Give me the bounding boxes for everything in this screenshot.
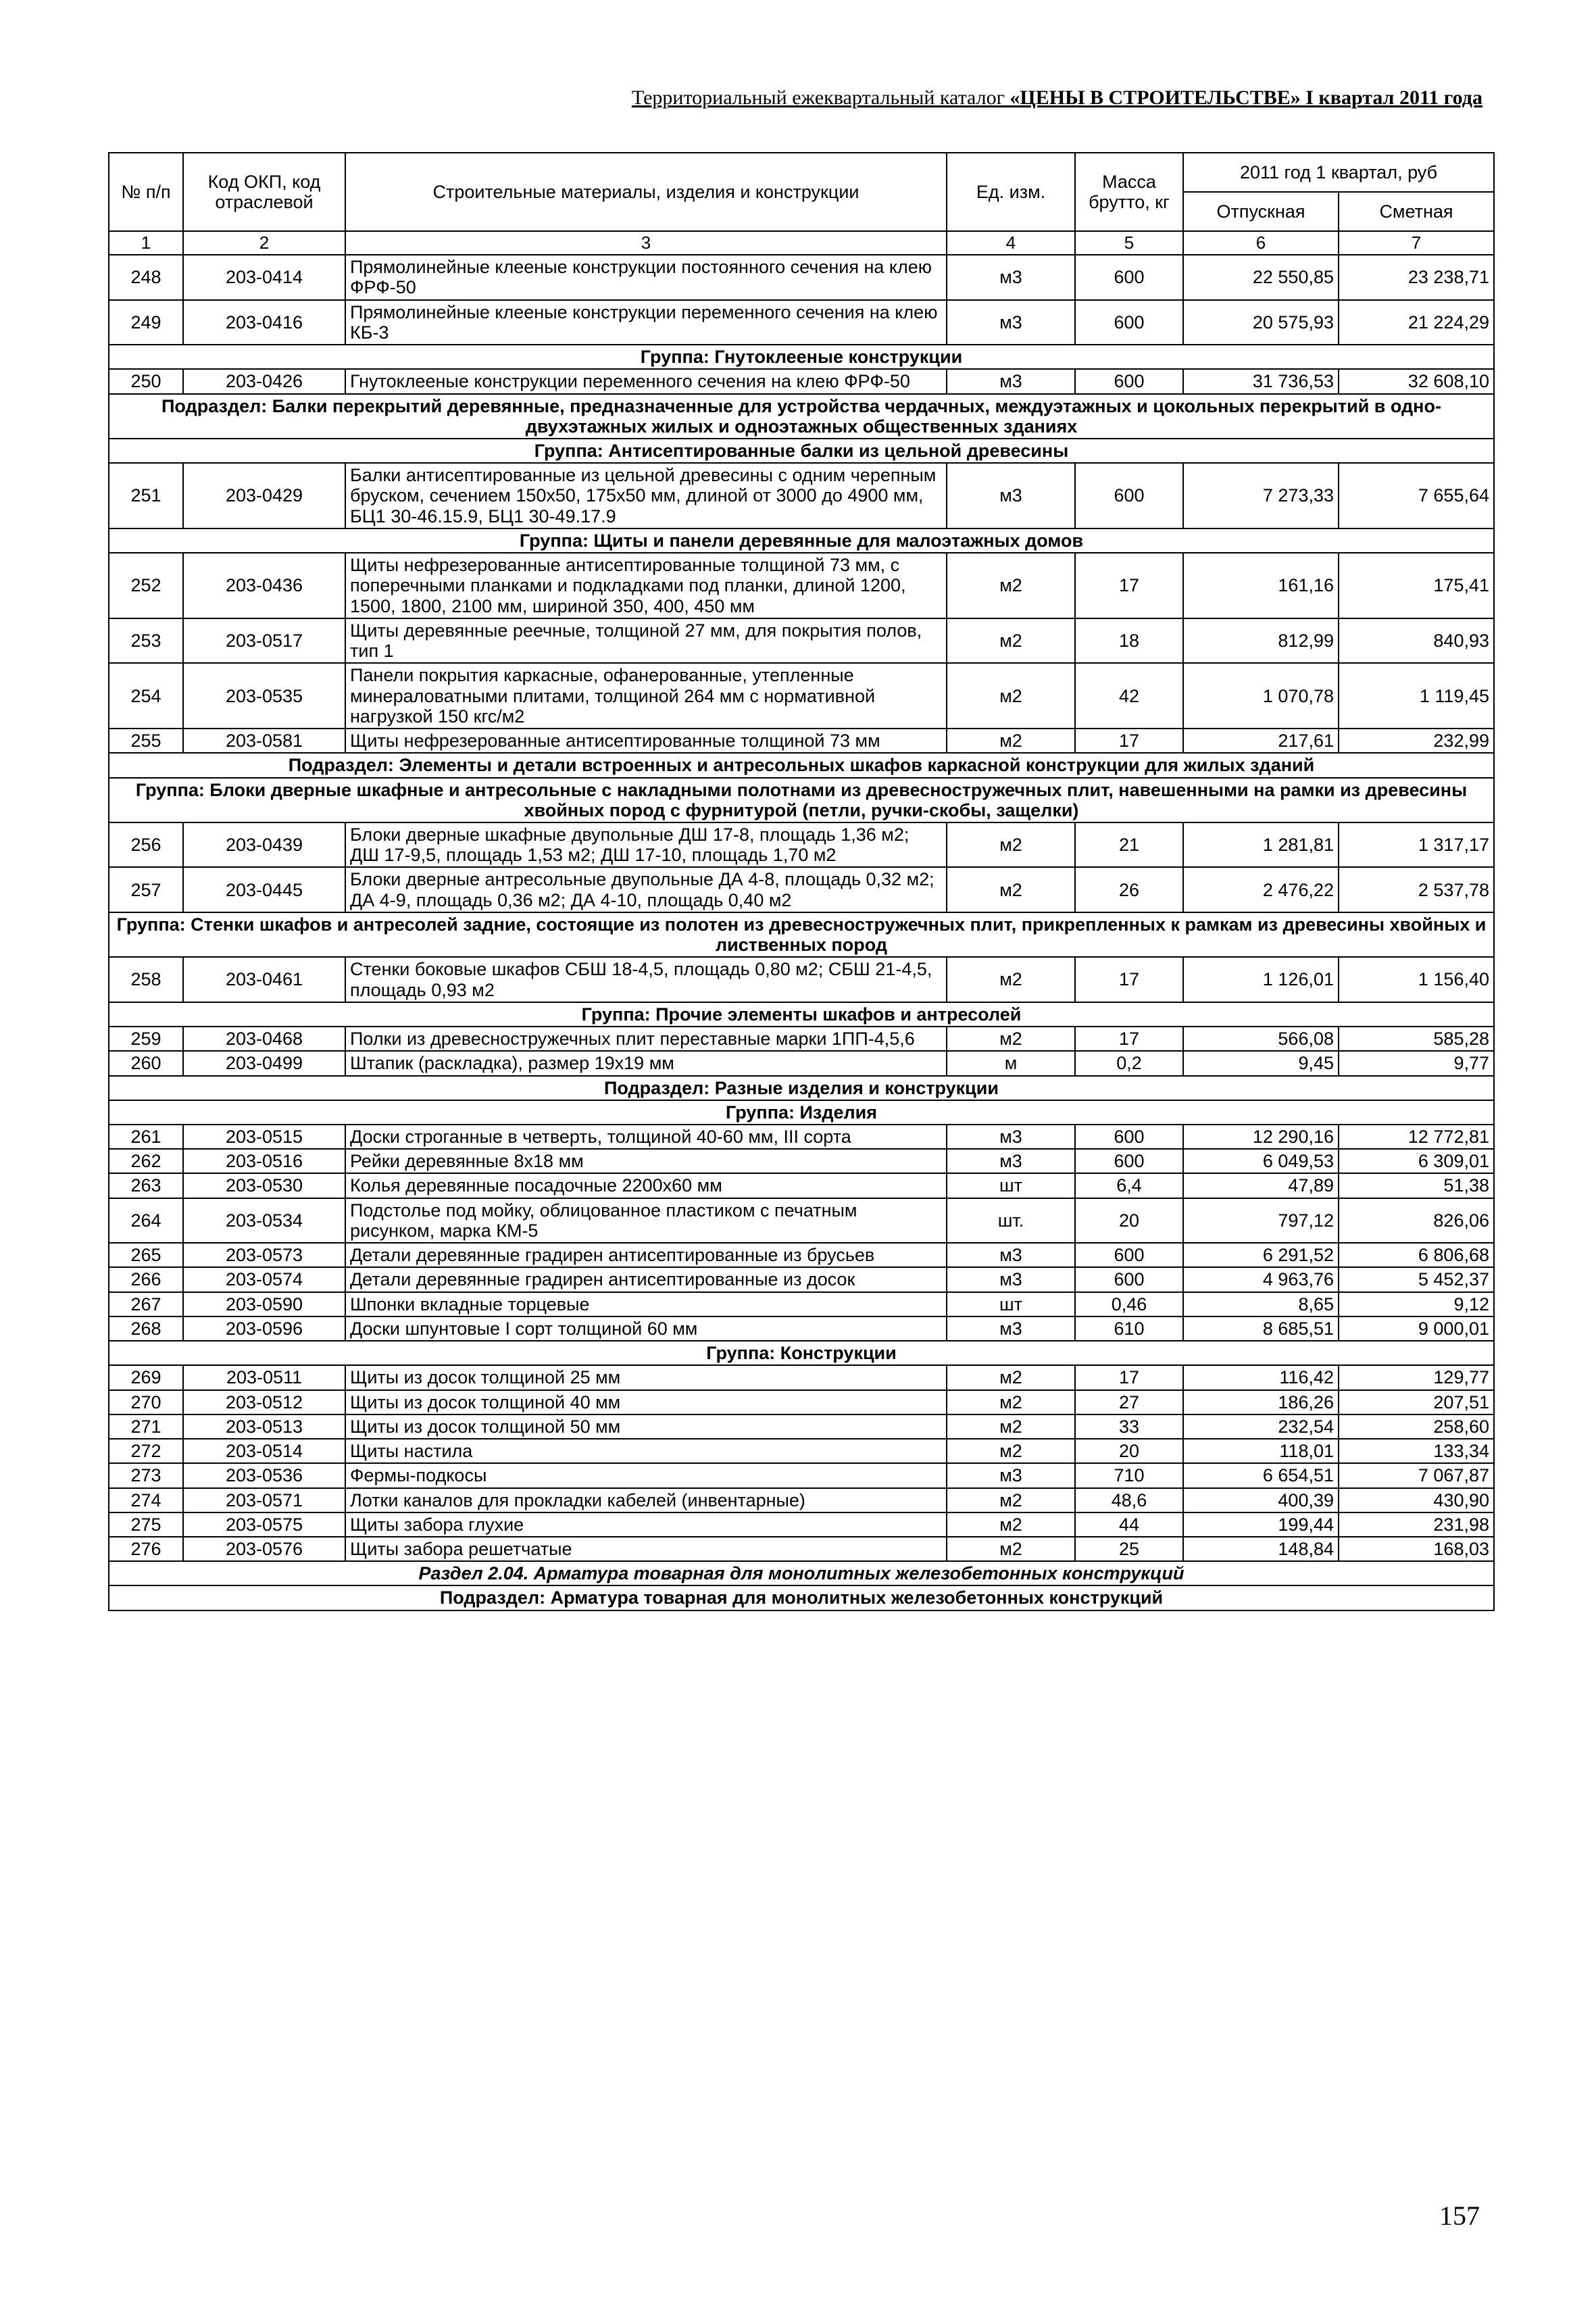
item-number: 274: [109, 1488, 183, 1512]
item-number: 250: [109, 369, 183, 393]
item-code: 203-0468: [183, 1027, 345, 1051]
table-row: [109, 1537, 1494, 1561]
col-index: 5: [1075, 231, 1183, 255]
item-name: Щиты деревянные реечные, толщиной 27 мм, для покрытия полов, тип 1: [345, 618, 947, 663]
item-code: 203-0574: [183, 1267, 345, 1291]
col-header-unit: Ед. изм.: [947, 153, 1075, 231]
column-index-row: [109, 231, 1494, 255]
item-unit: шт: [947, 1173, 1075, 1198]
item-estimate-price: 7 067,87: [1339, 1463, 1494, 1487]
item-unit: м2: [947, 1537, 1075, 1561]
item-code: 203-0414: [183, 255, 345, 299]
table-row: [109, 1198, 1494, 1243]
item-estimate-price: 6 806,68: [1339, 1243, 1494, 1267]
col-index: 1: [109, 231, 183, 255]
col-header-release: Отпускная: [1183, 192, 1339, 231]
col-index: 7: [1339, 231, 1494, 255]
item-code: 203-0513: [183, 1414, 345, 1439]
item-unit: м2: [947, 553, 1075, 618]
item-unit: м2: [947, 1027, 1075, 1051]
table-row: [109, 957, 1494, 1002]
page-number: 157: [1439, 2200, 1480, 2231]
table-row: [109, 1414, 1494, 1439]
item-release-price: 47,89: [1183, 1173, 1339, 1198]
item-code: 203-0573: [183, 1243, 345, 1267]
table-row: [109, 867, 1494, 912]
item-unit: м2: [947, 1512, 1075, 1537]
item-code: 203-0536: [183, 1463, 345, 1487]
item-estimate-price: 2 537,78: [1339, 867, 1494, 912]
item-code: 203-0499: [183, 1051, 345, 1075]
item-unit: м2: [947, 1365, 1075, 1389]
table-row: [109, 1512, 1494, 1537]
item-estimate-price: 430,90: [1339, 1488, 1494, 1512]
item-estimate-price: 258,60: [1339, 1414, 1494, 1439]
item-number: 248: [109, 255, 183, 299]
col-index: 6: [1183, 231, 1339, 255]
table-row: [109, 1292, 1494, 1316]
item-mass: 600: [1075, 463, 1183, 528]
col-header-name: Строительные материалы, изделия и конструкции: [345, 153, 947, 231]
item-mass: 600: [1075, 255, 1183, 299]
item-number: 273: [109, 1463, 183, 1487]
item-name: Доски шпунтовые I сорт толщиной 60 мм: [345, 1316, 947, 1341]
item-name: Подстолье под мойку, облицованное пластиком с печатным рисунком, марка КМ-5: [345, 1198, 947, 1243]
table-row: [109, 1267, 1494, 1291]
item-code: 203-0511: [183, 1365, 345, 1389]
group-row: [109, 778, 1494, 822]
running-header: [503, 87, 1482, 109]
item-code: 203-0515: [183, 1125, 345, 1149]
item-estimate-price: 51,38: [1339, 1173, 1494, 1198]
col-index: 2: [183, 231, 345, 255]
item-mass: 17: [1075, 1027, 1183, 1051]
item-name: Доски строганные в четверть, толщиной 40-60 мм, III сорта: [345, 1125, 947, 1149]
table-row: [109, 1243, 1494, 1267]
item-code: 203-0581: [183, 729, 345, 753]
item-release-price: 6 654,51: [1183, 1463, 1339, 1487]
item-code: 203-0416: [183, 300, 345, 345]
item-mass: 17: [1075, 553, 1183, 618]
item-mass: 17: [1075, 729, 1183, 753]
item-release-price: 566,08: [1183, 1027, 1339, 1051]
item-name: Детали деревянные градирен антисептированные из досок: [345, 1267, 947, 1291]
item-code: 203-0596: [183, 1316, 345, 1341]
item-estimate-price: 840,93: [1339, 618, 1494, 663]
group-heading: Группа: Гнутоклееные конструкции: [109, 345, 1494, 369]
item-unit: м3: [947, 463, 1075, 528]
item-mass: 44: [1075, 1512, 1183, 1537]
col-index: 4: [947, 231, 1075, 255]
item-number: 275: [109, 1512, 183, 1537]
item-estimate-price: 7 655,64: [1339, 463, 1494, 528]
item-name: Стенки боковые шкафов СБШ 18-4,5, площадь 0,80 м2; СБШ 21-4,5, площадь 0,93 м2: [345, 957, 947, 1002]
item-number: 249: [109, 300, 183, 345]
item-release-price: 199,44: [1183, 1512, 1339, 1537]
table-row: [109, 1365, 1494, 1389]
table-row: [109, 1173, 1494, 1198]
item-unit: м2: [947, 1414, 1075, 1439]
subsection-heading: Подраздел: Разные изделия и конструкции: [109, 1076, 1494, 1100]
table-row: [109, 618, 1494, 663]
item-mass: 21: [1075, 822, 1183, 867]
item-unit: м3: [947, 1463, 1075, 1487]
item-number: 263: [109, 1173, 183, 1198]
item-name: Штапик (раскладка), размер 19х19 мм: [345, 1051, 947, 1075]
item-code: 203-0445: [183, 867, 345, 912]
group-heading: Группа: Прочие элементы шкафов и антресолей: [109, 1002, 1494, 1027]
price-catalog-table: [108, 152, 1495, 1611]
group-row: [109, 1100, 1494, 1125]
item-code: 203-0436: [183, 553, 345, 618]
item-number: 268: [109, 1316, 183, 1341]
table-row: [109, 1316, 1494, 1341]
table-row: [109, 663, 1494, 729]
item-unit: м3: [947, 369, 1075, 393]
table-row: [109, 255, 1494, 299]
item-release-price: 232,54: [1183, 1414, 1339, 1439]
item-code: 203-0534: [183, 1198, 345, 1243]
item-release-price: 1 070,78: [1183, 663, 1339, 729]
item-unit: м2: [947, 822, 1075, 867]
item-mass: 600: [1075, 300, 1183, 345]
item-mass: 42: [1075, 663, 1183, 729]
item-name: Блоки дверные антресольные двупольные ДА 4-8, площадь 0,32 м2; ДА 4-9, площадь 0,36 м2; ДА 4-10, площадь 0,40 м2: [345, 867, 947, 912]
item-release-price: 6 049,53: [1183, 1149, 1339, 1173]
item-name: Прямолинейные клееные конструкции переменного сечения на клею КБ-3: [345, 300, 947, 345]
header-row: [109, 153, 1494, 192]
item-number: 257: [109, 867, 183, 912]
table-row: [109, 463, 1494, 528]
item-mass: 27: [1075, 1390, 1183, 1414]
item-estimate-price: 1 156,40: [1339, 957, 1494, 1002]
section-row: [109, 1561, 1494, 1585]
item-mass: 600: [1075, 1149, 1183, 1173]
group-row: [109, 912, 1494, 957]
item-mass: 33: [1075, 1414, 1183, 1439]
item-release-price: 400,39: [1183, 1488, 1339, 1512]
item-mass: 6,4: [1075, 1173, 1183, 1198]
table-row: [109, 369, 1494, 393]
item-name: Гнутоклееные конструкции переменного сечения на клею ФРФ-50: [345, 369, 947, 393]
item-release-price: 148,84: [1183, 1537, 1339, 1561]
item-unit: м3: [947, 1243, 1075, 1267]
item-unit: м2: [947, 618, 1075, 663]
item-unit: м3: [947, 1267, 1075, 1291]
table-row: [109, 1488, 1494, 1512]
item-release-price: 8,65: [1183, 1292, 1339, 1316]
item-mass: 0,2: [1075, 1051, 1183, 1075]
item-release-price: 9,45: [1183, 1051, 1339, 1075]
item-estimate-price: 826,06: [1339, 1198, 1494, 1243]
item-estimate-price: 9,77: [1339, 1051, 1494, 1075]
item-release-price: 186,26: [1183, 1390, 1339, 1414]
table-row: [109, 1149, 1494, 1173]
item-release-price: 8 685,51: [1183, 1316, 1339, 1341]
item-code: 203-0514: [183, 1439, 345, 1463]
subsection-heading: Подраздел: Арматура товарная для монолитных железобетонных конструкций: [109, 1585, 1494, 1610]
item-code: 203-0576: [183, 1537, 345, 1561]
table-row: [109, 1125, 1494, 1149]
item-estimate-price: 32 608,10: [1339, 369, 1494, 393]
group-row: [109, 1002, 1494, 1027]
item-release-price: 31 736,53: [1183, 369, 1339, 393]
item-code: 203-0516: [183, 1149, 345, 1173]
item-release-price: 161,16: [1183, 553, 1339, 618]
item-code: 203-0429: [183, 463, 345, 528]
item-name: Блоки дверные шкафные двупольные ДШ 17-8, площадь 1,36 м2; ДШ 17-9,5, площадь 1,53 м2; ДШ 17-10, площадь 1,70 м2: [345, 822, 947, 867]
item-estimate-price: 232,99: [1339, 729, 1494, 753]
table-row: [109, 1463, 1494, 1487]
item-code: 203-0512: [183, 1390, 345, 1414]
item-unit: м3: [947, 300, 1075, 345]
item-number: 259: [109, 1027, 183, 1051]
item-number: 252: [109, 553, 183, 618]
item-release-price: 1 126,01: [1183, 957, 1339, 1002]
item-name: Фермы-подкосы: [345, 1463, 947, 1487]
item-code: 203-0590: [183, 1292, 345, 1316]
item-release-price: 797,12: [1183, 1198, 1339, 1243]
item-unit: м: [947, 1051, 1075, 1075]
item-number: 266: [109, 1267, 183, 1291]
item-estimate-price: 1 119,45: [1339, 663, 1494, 729]
item-unit: м3: [947, 255, 1075, 299]
item-unit: шт: [947, 1292, 1075, 1316]
subsection-row: [109, 1585, 1494, 1610]
group-heading: Группа: Изделия: [109, 1100, 1494, 1125]
item-mass: 25: [1075, 1537, 1183, 1561]
item-unit: м2: [947, 1390, 1075, 1414]
item-number: 264: [109, 1198, 183, 1243]
item-number: 258: [109, 957, 183, 1002]
item-release-price: 4 963,76: [1183, 1267, 1339, 1291]
item-name: Щиты забора решетчатые: [345, 1537, 947, 1561]
item-estimate-price: 231,98: [1339, 1512, 1494, 1537]
item-name: Лотки каналов для прокладки кабелей (инвентарные): [345, 1488, 947, 1512]
item-name: Щиты настила: [345, 1439, 947, 1463]
item-mass: 20: [1075, 1198, 1183, 1243]
group-heading: Группа: Блоки дверные шкафные и антресольные с накладными полотнами из древесностружечных плит, навешенными на рамки из древесины хвойных пород с фурнитурой (петли, ручки-скобы, защелки): [109, 778, 1494, 822]
item-code: 203-0439: [183, 822, 345, 867]
item-name: Полки из древесностружечных плит переставные марки 1ПП-4,5,6: [345, 1027, 947, 1051]
item-name: Колья деревянные посадочные 2200х60 мм: [345, 1173, 947, 1198]
table-row: [109, 1051, 1494, 1075]
item-mass: 710: [1075, 1463, 1183, 1487]
subsection-row: [109, 394, 1494, 439]
subsection-row: [109, 753, 1494, 777]
item-number: 265: [109, 1243, 183, 1267]
item-estimate-price: 1 317,17: [1339, 822, 1494, 867]
item-estimate-price: 5 452,37: [1339, 1267, 1494, 1291]
item-unit: м2: [947, 663, 1075, 729]
item-name: Щиты нефрезерованные антисептированные толщиной 73 мм, с поперечными планками и подкладками под планки, длиной 1200, 1500, 1800, 2100 мм, шириной 350, 400, 450 мм: [345, 553, 947, 618]
item-name: Детали деревянные градирен антисептированные из брусьев: [345, 1243, 947, 1267]
item-estimate-price: 12 772,81: [1339, 1125, 1494, 1149]
item-unit: шт.: [947, 1198, 1075, 1243]
item-estimate-price: 207,51: [1339, 1390, 1494, 1414]
item-name: Щиты нефрезерованные антисептированные толщиной 73 мм: [345, 729, 947, 753]
item-code: 203-0535: [183, 663, 345, 729]
item-number: 262: [109, 1149, 183, 1173]
group-heading: Группа: Стенки шкафов и антресолей задние, состоящие из полотен из древесностружечных плит, прикрепленных к рамкам из древесины хвойных и лиственных пород: [109, 912, 1494, 957]
item-unit: м2: [947, 729, 1075, 753]
item-mass: 48,6: [1075, 1488, 1183, 1512]
table-row: [109, 553, 1494, 618]
item-unit: м3: [947, 1125, 1075, 1149]
item-number: 260: [109, 1051, 183, 1075]
subsection-heading: Подраздел: Элементы и детали встроенных и антресольных шкафов каркасной конструкции для жилых зданий: [109, 753, 1494, 777]
item-number: 253: [109, 618, 183, 663]
item-number: 255: [109, 729, 183, 753]
group-heading: Группа: Конструкции: [109, 1341, 1494, 1365]
table-row: [109, 300, 1494, 345]
item-code: 203-0461: [183, 957, 345, 1002]
subsection-heading: Подраздел: Балки перекрытий деревянные, предназначенные для устройства чердачных, междуэтажных и цокольных перекрытий в одно- двухэтажных жилых и одноэтажных общественных зданиях: [109, 394, 1494, 439]
item-unit: м2: [947, 1439, 1075, 1463]
item-release-price: 20 575,93: [1183, 300, 1339, 345]
header-title: «ЦЕНЫ В СТРОИТЕЛЬСТВЕ» I квартал 2011 года: [1009, 87, 1482, 109]
item-release-price: 1 281,81: [1183, 822, 1339, 867]
item-release-price: 6 291,52: [1183, 1243, 1339, 1267]
item-estimate-price: 9 000,01: [1339, 1316, 1494, 1341]
col-header-num: № п/п: [109, 153, 183, 231]
col-header-mass: Масса брутто, кг: [1075, 153, 1183, 231]
item-mass: 610: [1075, 1316, 1183, 1341]
item-estimate-price: 6 309,01: [1339, 1149, 1494, 1173]
item-mass: 17: [1075, 957, 1183, 1002]
item-mass: 600: [1075, 1243, 1183, 1267]
table-row: [109, 1439, 1494, 1463]
section-heading: Раздел 2.04. Арматура товарная для монолитных железобетонных конструкций: [109, 1561, 1494, 1585]
item-name: Щиты из досок толщиной 25 мм: [345, 1365, 947, 1389]
item-code: 203-0575: [183, 1512, 345, 1537]
item-mass: 26: [1075, 867, 1183, 912]
item-release-price: 812,99: [1183, 618, 1339, 663]
group-row: [109, 345, 1494, 369]
item-mass: 600: [1075, 369, 1183, 393]
item-name: Щиты забора глухие: [345, 1512, 947, 1537]
item-mass: 17: [1075, 1365, 1183, 1389]
item-unit: м2: [947, 957, 1075, 1002]
subsection-row: [109, 1076, 1494, 1100]
item-name: Балки антисептированные из цельной древесины с одним черепным бруском, сечением 150х50, 175х50 мм, длиной от 3000 до 4900 мм, БЦ1 30-46.15.9, БЦ1 30-49.17.9: [345, 463, 947, 528]
item-mass: 600: [1075, 1267, 1183, 1291]
item-number: 261: [109, 1125, 183, 1149]
item-release-price: 7 273,33: [1183, 463, 1339, 528]
item-estimate-price: 129,77: [1339, 1365, 1494, 1389]
table-row: [109, 1027, 1494, 1051]
item-number: 276: [109, 1537, 183, 1561]
item-name: Прямолинейные клееные конструкции постоянного сечения на клею ФРФ-50: [345, 255, 947, 299]
item-mass: 0,46: [1075, 1292, 1183, 1316]
item-name: Щиты из досок толщиной 40 мм: [345, 1390, 947, 1414]
item-number: 270: [109, 1390, 183, 1414]
item-unit: м2: [947, 867, 1075, 912]
item-name: Щиты из досок толщиной 50 мм: [345, 1414, 947, 1439]
item-unit: м3: [947, 1149, 1075, 1173]
table-row: [109, 1390, 1494, 1414]
item-name: Панели покрытия каркасные, офанерованные, утепленные минераловатными плитами, толщиной 264 мм с нормативной нагрузкой 150 кгс/м2: [345, 663, 947, 729]
item-release-price: 118,01: [1183, 1439, 1339, 1463]
item-estimate-price: 9,12: [1339, 1292, 1494, 1316]
item-release-price: 116,42: [1183, 1365, 1339, 1389]
item-estimate-price: 21 224,29: [1339, 300, 1494, 345]
item-estimate-price: 133,34: [1339, 1439, 1494, 1463]
col-header-code: Код ОКП, код отраслевой: [183, 153, 345, 231]
item-estimate-price: 175,41: [1339, 553, 1494, 618]
item-code: 203-0517: [183, 618, 345, 663]
item-release-price: 12 290,16: [1183, 1125, 1339, 1149]
group-row: [109, 1341, 1494, 1365]
item-name: Шпонки вкладные торцевые: [345, 1292, 947, 1316]
table-body: [109, 153, 1494, 1610]
item-code: 203-0426: [183, 369, 345, 393]
item-estimate-price: 168,03: [1339, 1537, 1494, 1561]
item-estimate-price: 585,28: [1339, 1027, 1494, 1051]
item-code: 203-0530: [183, 1173, 345, 1198]
group-row: [109, 528, 1494, 553]
col-index: 3: [345, 231, 947, 255]
item-number: 256: [109, 822, 183, 867]
item-number: 254: [109, 663, 183, 729]
item-release-price: 22 550,85: [1183, 255, 1339, 299]
col-header-estimate: Сметная: [1339, 192, 1494, 231]
item-unit: м2: [947, 1488, 1075, 1512]
item-number: 271: [109, 1414, 183, 1439]
table-row: [109, 729, 1494, 753]
item-number: 267: [109, 1292, 183, 1316]
item-number: 272: [109, 1439, 183, 1463]
header-prefix: Территориальный ежеквартальный каталог: [631, 87, 1010, 109]
item-number: 269: [109, 1365, 183, 1389]
item-estimate-price: 23 238,71: [1339, 255, 1494, 299]
item-mass: 20: [1075, 1439, 1183, 1463]
item-unit: м3: [947, 1316, 1075, 1341]
group-heading: Группа: Антисептированные балки из цельной древесины: [109, 439, 1494, 463]
col-header-period: 2011 год 1 квартал, руб: [1183, 153, 1494, 192]
item-code: 203-0571: [183, 1488, 345, 1512]
item-name: Рейки деревянные 8х18 мм: [345, 1149, 947, 1173]
item-release-price: 217,61: [1183, 729, 1339, 753]
item-release-price: 2 476,22: [1183, 867, 1339, 912]
item-mass: 18: [1075, 618, 1183, 663]
item-mass: 600: [1075, 1125, 1183, 1149]
group-heading: Группа: Щиты и панели деревянные для малоэтажных домов: [109, 528, 1494, 553]
table-row: [109, 822, 1494, 867]
group-row: [109, 439, 1494, 463]
item-number: 251: [109, 463, 183, 528]
